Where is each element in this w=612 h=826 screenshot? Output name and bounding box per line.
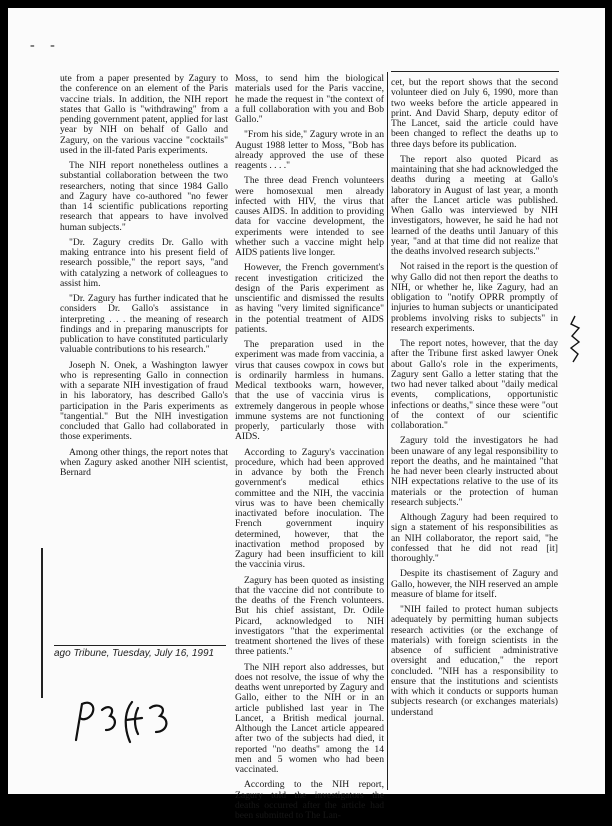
document-page — [8, 8, 605, 821]
paragraph: The NIH report also addresses, but does not resolve, the issue of why the deaths went unreported by Zagury and Gallo, either to the NIH or in an article published last year in The Lancet, a British medical journal. Although the Lancet article appeared after two of the subjects had died, it reported "no deaths" among the 14 men and 5 women who had been vaccinated. — [235, 661, 384, 775]
paragraph: Moss, to send him the biological materials used for the Paris vaccine, he made the request in "the context of a full collaboration with you and Bob Gallo." — [235, 73, 384, 125]
article-column-2 — [235, 74, 384, 826]
paragraph: The report also quoted Picard as maintaining that she had acknowledged the deaths during a meeting at Gallo's laboratory in August of last year, a month after the Lancet article was published. When Gallo was interviewed by NIH investigators, however, he said he had not learned of the deaths until January of this year, "and at that time did not realize that the deaths involved research subjects." — [391, 153, 558, 257]
header-marks: - - — [30, 38, 61, 53]
paragraph: The preparation used in the experiment was made from vaccinia, a virus that causes cowpox in cows but is ordinarily harmless in humans. Medical textbooks warn, however, that the use of vaccinia virus is extremely dangerous in people whose immune systems are not functioning properly, particularly those with AIDS. — [235, 339, 384, 443]
margin-scrawl — [567, 314, 583, 366]
paragraph: "NIH failed to protect human subjects adequately by permitting human subjects research activities (or the exchange of materials) with foreign scientists in the absence of sufficient administrative oversight and education," the report concluded. "NIH has a responsibility to ensure that the institutions and scientists with which it conducts or supports human subjects research (or exchanges materials) understand — [391, 604, 558, 718]
paragraph: Joseph N. Onek, a Washington lawyer who is representing Gallo in connection with a separate NIH investigation of fraud in his laboratory, has described Gallo's participation in the Paris experiments as "tangential." But the NIH investigation concluded that Gallo had collaborated in those experiments. — [60, 359, 228, 443]
article-column-3 — [391, 78, 558, 723]
source-line: ago Tribune, Tuesday, July 16, 1991 — [54, 645, 226, 670]
handwritten-page-note — [72, 698, 182, 746]
left-edge-rule — [41, 548, 43, 698]
top-rule — [391, 71, 559, 72]
paragraph: Zagury has been quoted as insisting that the vaccine did not contribute to the deaths of the French volunteers. But his chief assistant, Dr. Odile Picard, acknowledged to NIH investigators "that the experimental treatment shortened the lives of these three patients." — [235, 574, 384, 658]
paragraph: Not raised in the report is the question of why Gallo did not then report the deaths to NIH, or whether he, like Zagury, had an obligation to "notify OPRR promptly of injuries to human subjects or unanticipated problems involving risks to subjects" in research experiments. — [391, 261, 558, 334]
paragraph: Although Zagury had been required to sign a statement of his responsibilities as an NIH collaborator, the report said, "he confessed that he did not read [it] thoroughly." — [391, 512, 558, 564]
paragraph: cet, but the report shows that the second volunteer died on July 6, 1990, more than two weeks before the article appeared in print. And David Sharp, deputy editor of The Lancet, said the article could have been changed to reflect the deaths up to three days before its publication. — [391, 77, 558, 150]
paragraph: Despite its chastisement of Zagury and Gallo, however, the NIH reserved an ample measure of blame for itself. — [391, 568, 558, 600]
paragraph: The NIH report nonetheless outlines a substantial collaboration between the two researchers, noting that since 1984 Gallo and Zagury have co-authored "no fewer than 14 scientific publications reporting research that appears to have involved human subjects." — [60, 160, 228, 233]
paragraph: According to the NIH report, Zagury told the investigators the deaths occurred after the article had been submitted to The Lan- — [235, 779, 384, 821]
article-column-1 — [60, 74, 228, 483]
paragraph: Zagury told the investigators he had been unaware of any legal responsibility to report the deaths, and he maintained "that he had never been clearly instructed about NIH expectations relative to the use of its materials or the protection of human research subjects." — [391, 435, 558, 508]
paragraph: Among other things, the report notes that when Zagury asked another NIH scientist, Bernard — [60, 446, 228, 478]
column-rule-right — [387, 72, 388, 790]
paragraph: The three dead French volunteers were homosexual men already infected with HIV, the virus that causes AIDS. In addition to providing data for vaccine development, the experiments were intended to see whether such a vaccine might help AIDS patients live longer. — [235, 175, 384, 258]
paragraph: According to Zagury's vaccination procedure, which had been approved in advance by both the French government's medical ethics committee and the NIH, the vaccinia virus was to have been chemically inactivated before inoculation. The French government inquiry determined, however, that the inactivation method proposed by Zagury had been insufficient to kill the vaccinia virus. — [235, 446, 384, 571]
paragraph: ute from a paper presented by Zagury to the conference on an element of the Paris vaccine trials. In addition, the NIH report states that Gallo is "withdrawing" from a pending government patent, applied for last year by NIH on behalf of Gallo and Zagury, on the various vaccine "cocktails" used in the ill-fated Paris experiments. — [60, 73, 228, 156]
paragraph: "Dr. Zagury credits Dr. Gallo with making entrance into his present field of research possible," the report says, "and with catalyzing a network of colleagues to assist him. — [60, 236, 228, 289]
paragraph: "Dr. Zagury has further indicated that he considers Dr. Gallo's assistance in interpreting . . . the meaning of research findings and in preparing manuscripts for publication to have constituted particularly valuable contributions to his research." — [60, 293, 228, 356]
paragraph: "From his side," Zagury wrote in an August 1988 letter to Moss, "Bob has already approved the use of these reagents . . . ." — [235, 129, 384, 171]
paragraph: The report notes, however, that the day after the Tribune first asked lawyer Onek about Gallo's role in the experiments, Zagury sent Gallo a letter stating that the two had never talked about "daily medical events, complications, opportunistic infections or deaths," since these were "out of the context of our scientific collaboration." — [391, 338, 558, 431]
paragraph: However, the French government's recent investigation criticized the design of the Paris experiment as unscientific and dismissed the results as having "very limited significance" in the potential treatment of AIDS patients. — [235, 262, 384, 335]
